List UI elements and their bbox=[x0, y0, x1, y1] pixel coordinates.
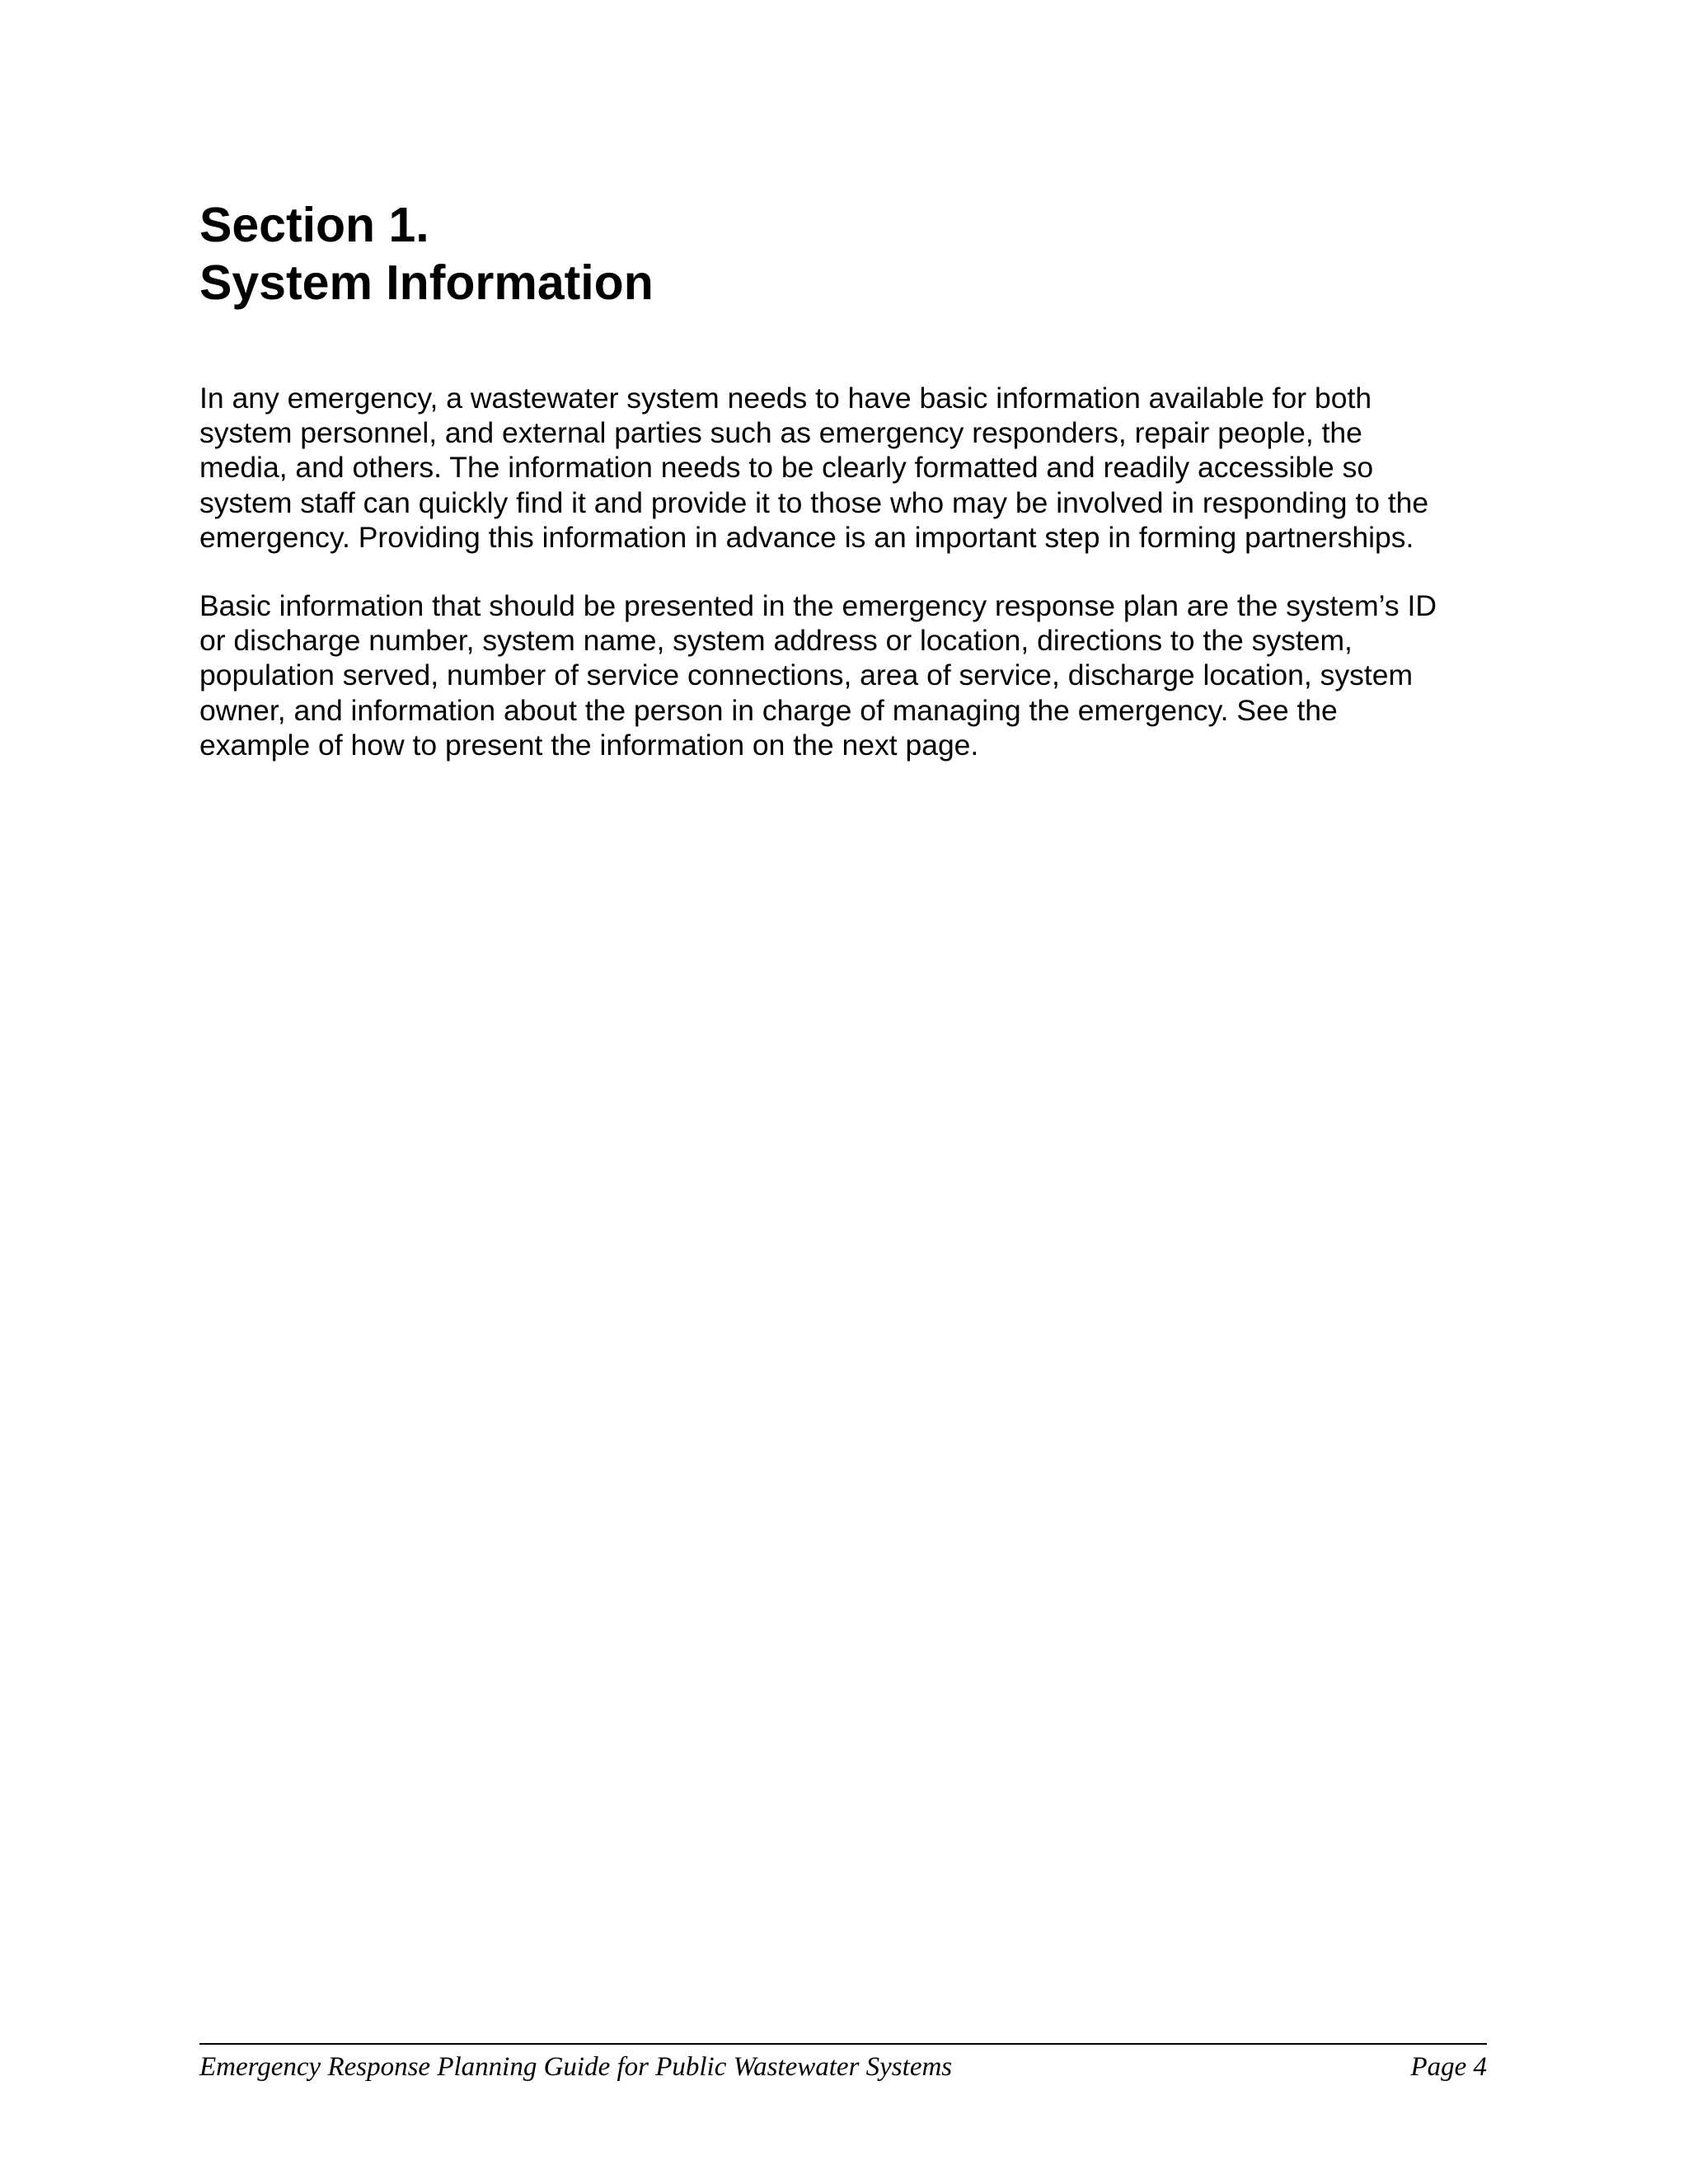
footer-page-number: Page 4 bbox=[1410, 2052, 1487, 2082]
section-number: Section 1. bbox=[199, 198, 429, 252]
footer-divider bbox=[199, 2043, 1487, 2045]
basic-information-paragraph: Basic information that should be presented in the emergency response plan are the system’s ID or discharge number, system name, system address or location, directions to the system, population served, number of service connections, area of service, discharge location, system owner, and information about the person in charge of managing the emergency. See the example of how to present the information on the next page. bbox=[199, 589, 1437, 762]
section-title: System Information bbox=[199, 255, 654, 310]
intro-paragraph: In any emergency, a wastewater system needs to have basic information available for both system personnel, and external parties such as emergency responders, repair people, the media, and others. The information needs to be clearly formatted and readily accessible so system staff can quickly find it and provide it to those who may be involved in responding to the emergency. Providing this information in advance is an important step in forming partnerships. bbox=[199, 382, 1429, 554]
section-heading bbox=[199, 196, 1485, 312]
footer-document-title: Emergency Response Planning Guide for Public Wastewater Systems bbox=[199, 2052, 953, 2082]
